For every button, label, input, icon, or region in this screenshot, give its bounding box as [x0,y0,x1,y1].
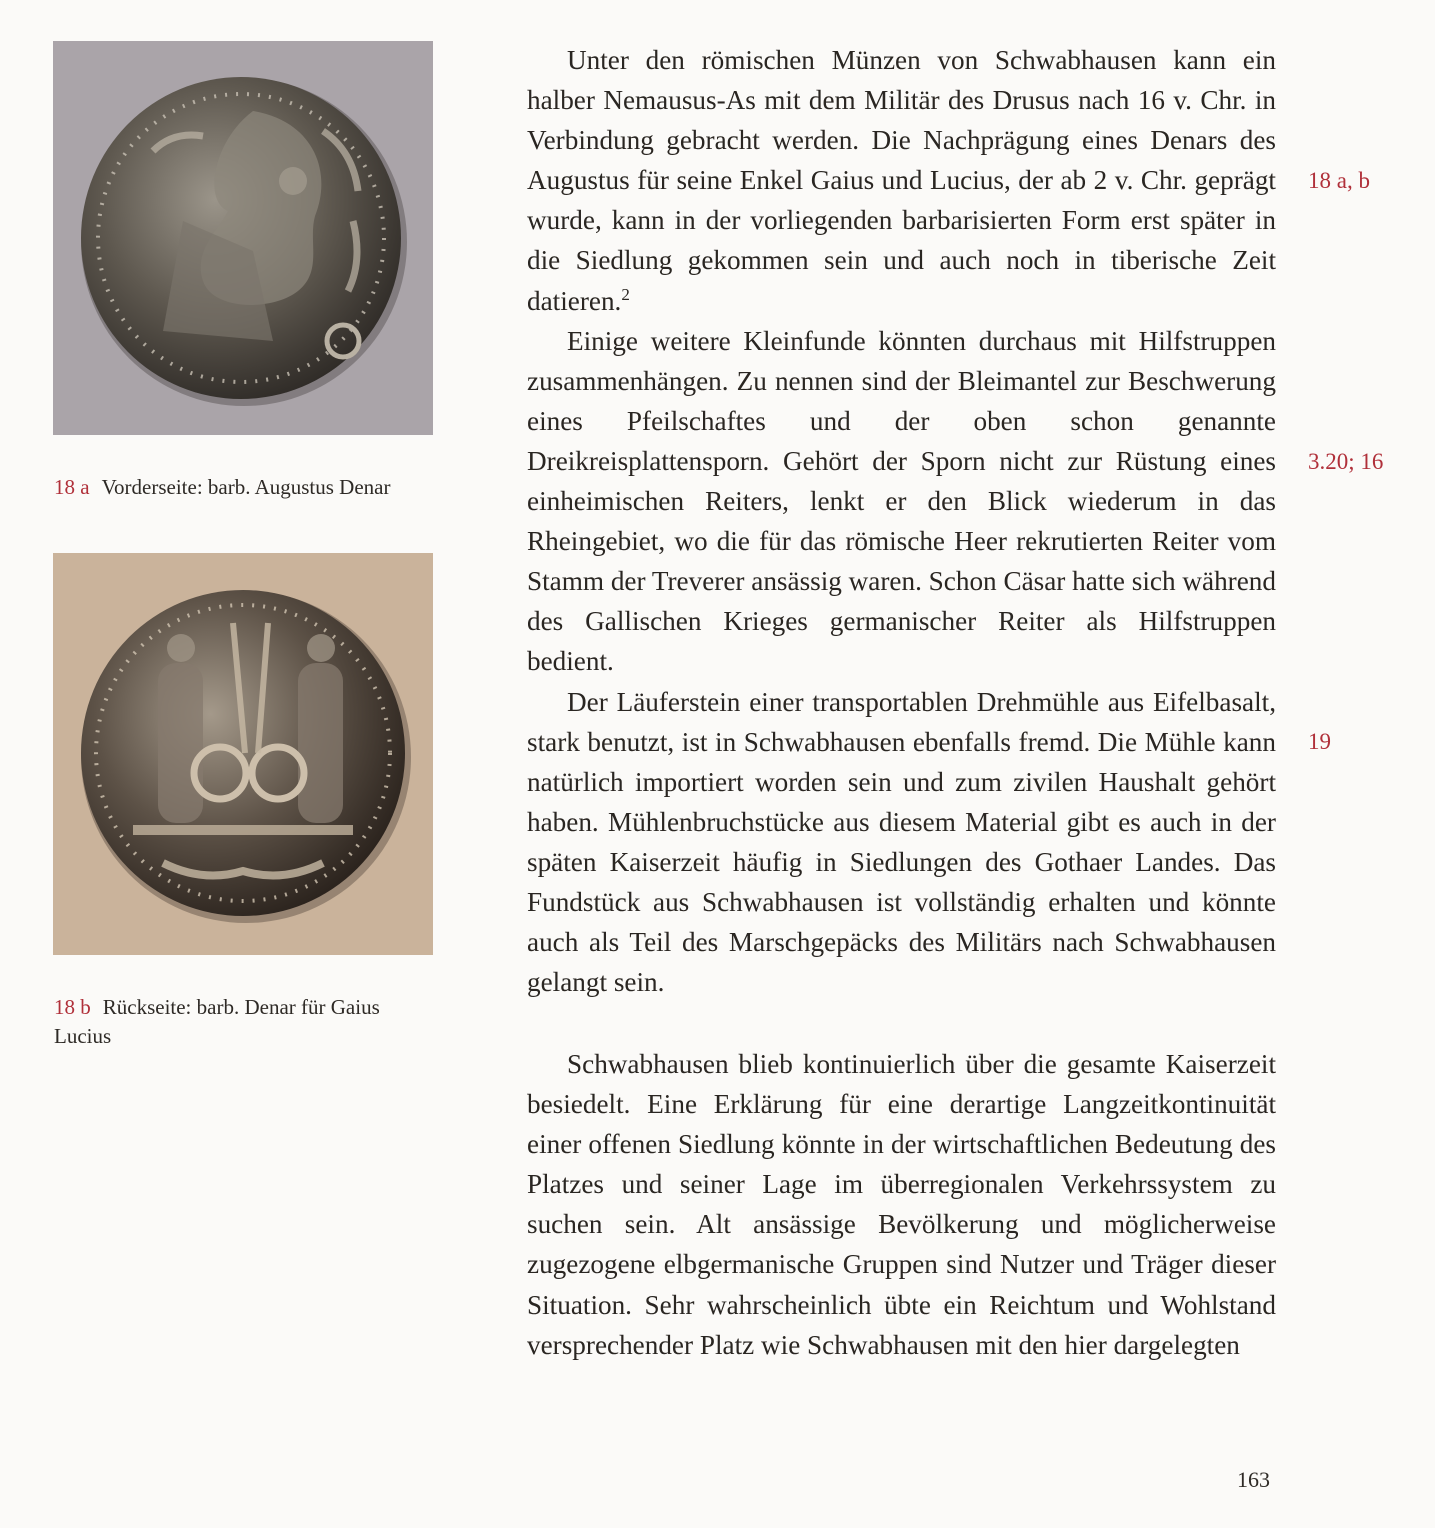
figure-number: 18 b [54,995,91,1019]
paragraph [527,40,1276,321]
figure-caption-18a [54,473,434,502]
figure-number: 18 a [54,475,90,499]
paragraph: Der Läuferstein einer transportablen Drehmühle aus Eifelbasalt, stark benutzt, ist in Schwabhausen ebenfalls fremd. Die Mühle kann natürlich importiert worden sein und zum zivilen Haushalt gehört haben. Mühlenbruchstücke aus diesem Material gibt es auch in der späten Kaiserzeit häufig in Siedlungen des Gothaer Landes. Das Fundstück aus Schwabhausen ist vollständig erhalten und könnte auch als Teil des Marschgepäcks des Militärs nach Schwabhausen gelangt sein. [527,686,1276,998]
figure-caption-text: Rückseite: barb. Denar für Gaius Lucius [54,995,380,1048]
paragraph: Schwabhausen blieb kontinuierlich über die gesamte Kaiserzeit besiedelt. Eine Erklärung für eine derartige Langzeitkontinuität einer offenen Siedlung könnte in der wirtschaftlichen Bedeutung des Platzes und seiner Lage im überregionalen Verkehrssystem zu suchen sein. Alt ansässige Bevölkerung und möglicherweise zugezogene elbgermanische Gruppen sind Nutzer und Träger dieser Situation. Sehr wahrscheinlich übte ein Reichtum und Wohlstand versprechender Platz wie Schwabhausen mit den hier dargelegten [527,1049,1276,1360]
figure-caption-text: Vorderseite: barb. Augustus Denar [101,475,391,499]
margin-figure-ref: 19 [1308,729,1331,754]
paragraph: Einige weitere Kleinfunde könnten durchaus mit Hilfstruppen zusammenhängen. Zu nennen sind der Bleimantel zur Beschwerung eines Pfeilschaftes und der oben schon genannte Dreikreisplattensporn. Gehört der Sporn nicht zur Rüstung eines einheimischen Reiters, lenkt er den Blick wiederum in das Rheingebiet, wo die für das römische Heer rekrutierten Reiter vom Stamm der Treverer ansässig waren. Schon Cäsar hatte sich während des Gallischen Krieges germanischer Reiter als Hilfstruppen bedient. [527,325,1276,677]
coin-obverse-image [53,41,433,435]
coin-reverse-photo [53,553,433,955]
footnote-ref: 2 [621,284,630,304]
margin-figure-ref: 18 a, b [1308,168,1370,193]
coin-reverse-image [53,553,433,955]
coin-obverse-photo [53,41,433,435]
main-text-block [527,40,1276,1002]
paragraph-text: Unter den römischen Münzen von Schwabhausen kann ein halber Nemausus-As mit dem Militär des Drusus nach 16 v. Chr. in Verbindung gebracht werden. Die Nachprägung eines Denars des Augustus für seine Enkel Gaius und Lucius, der ab 2 v. Chr. geprägt wurde, kann in der vorliegenden barbarisierten Form erst später in die Siedlung gekommen sein und auch noch in tiberische Zeit datieren. [527,45,1276,316]
main-text-block [527,1044,1276,1365]
figure-caption-18b [54,993,434,1051]
page-number: 163 [1237,1467,1270,1492]
margin-figure-ref: 3.20; 16 [1308,449,1384,474]
